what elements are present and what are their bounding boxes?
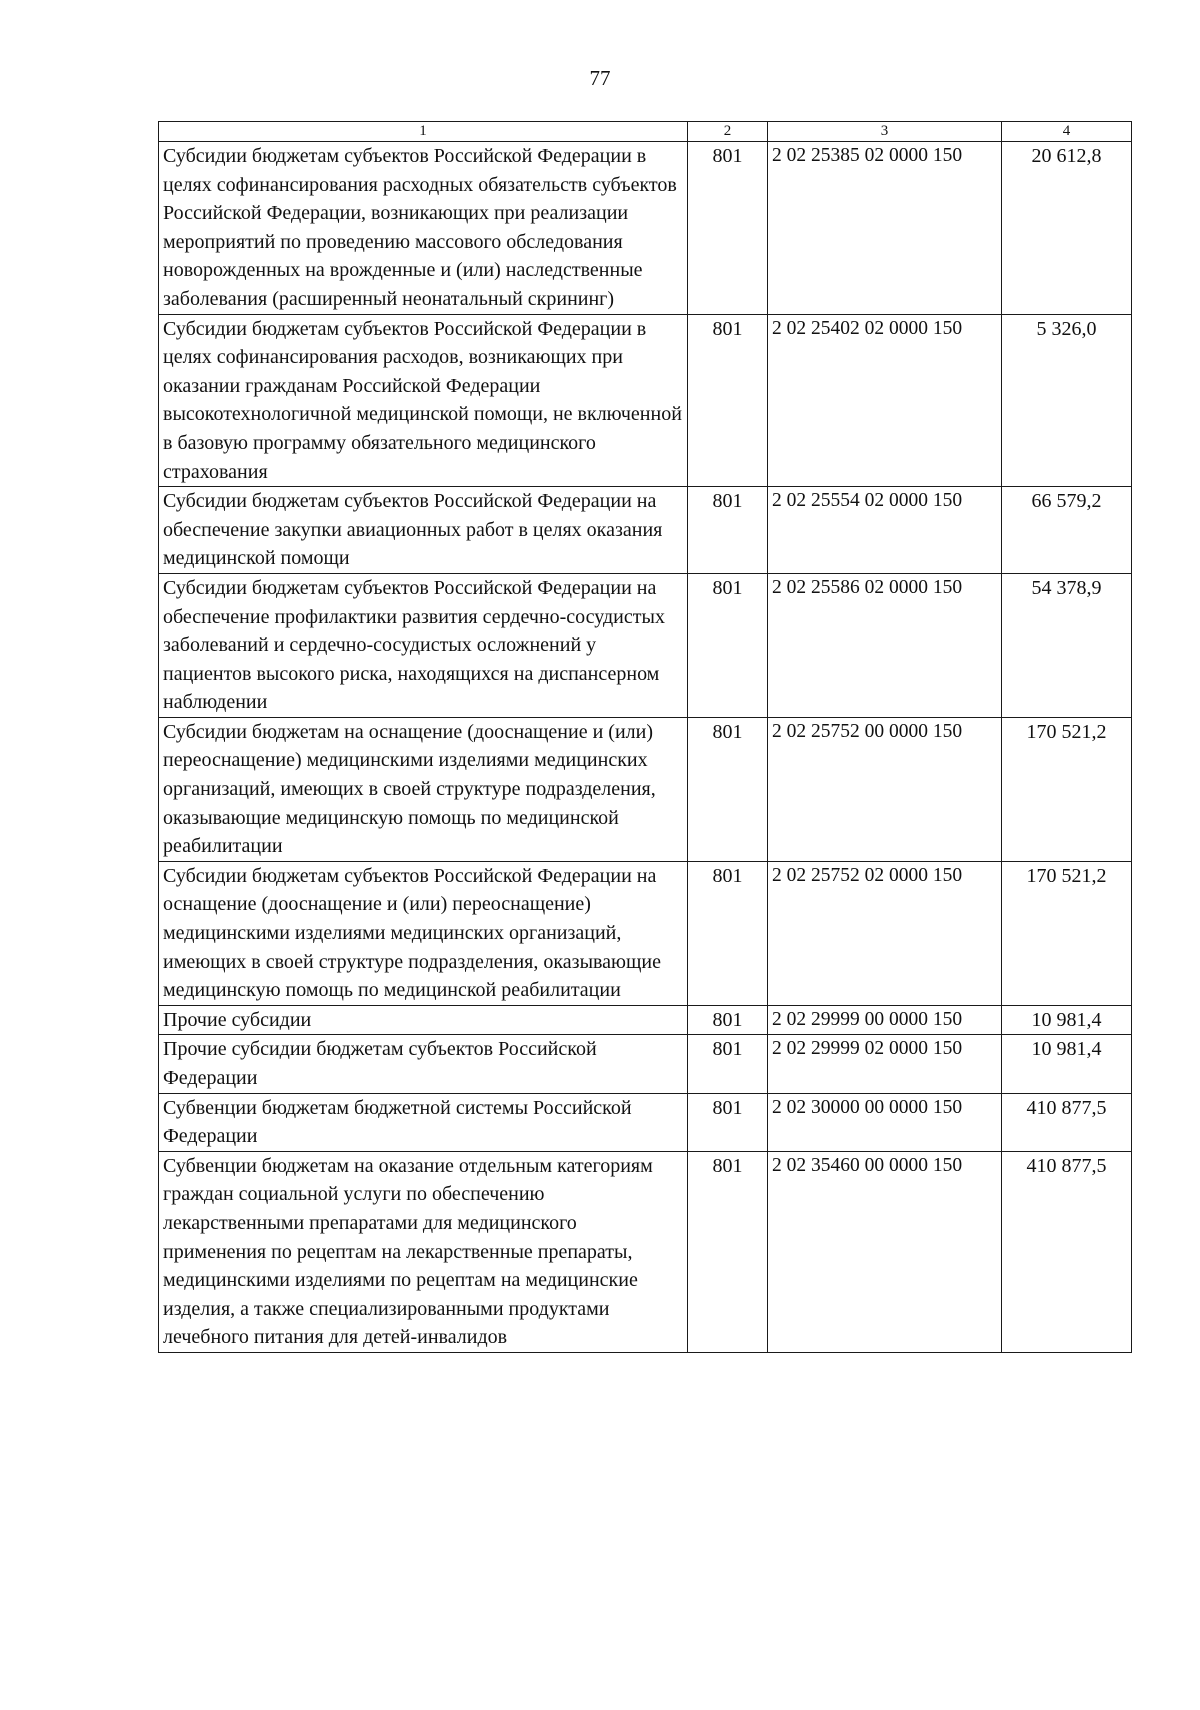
row-admin-cell: 801 xyxy=(688,1151,768,1352)
row-name-cell: Субсидии бюджетам субъектов Российской Федерации в целях софинансирования расходов, возникающих при оказании гражданам Российской Федерации высокотехнологичной медицинской помощи, не включенной в базовую программу обязательного медицинского страхования xyxy=(159,314,688,487)
row-admin-cell: 801 xyxy=(688,1035,768,1093)
row-code-cell: 2 02 35460 00 0000 150 xyxy=(768,1151,1002,1352)
row-code-cell: 2 02 25554 02 0000 150 xyxy=(768,487,1002,574)
row-admin-cell: 801 xyxy=(688,142,768,315)
budget-table xyxy=(158,121,1132,1353)
row-admin-cell: 801 xyxy=(688,487,768,574)
table-row xyxy=(159,1151,1132,1352)
row-admin-cell: 801 xyxy=(688,1093,768,1151)
row-code-cell: 2 02 29999 02 0000 150 xyxy=(768,1035,1002,1093)
column-header-4: 4 xyxy=(1002,122,1132,142)
row-code-cell: 2 02 25586 02 0000 150 xyxy=(768,573,1002,717)
row-amount-cell: 20 612,8 xyxy=(1002,142,1132,315)
table-row xyxy=(159,861,1132,1005)
row-amount-cell: 54 378,9 xyxy=(1002,573,1132,717)
row-name-cell: Прочие субсидии бюджетам субъектов Российской Федерации xyxy=(159,1035,688,1093)
table-row xyxy=(159,717,1132,861)
table-row xyxy=(159,573,1132,717)
row-admin-cell: 801 xyxy=(688,1005,768,1035)
page-number: 77 xyxy=(589,66,611,90)
row-amount-cell: 410 877,5 xyxy=(1002,1093,1132,1151)
table-row xyxy=(159,487,1132,574)
row-name-cell: Прочие субсидии xyxy=(159,1005,688,1035)
row-admin-cell: 801 xyxy=(688,717,768,861)
table-row xyxy=(159,142,1132,315)
row-code-cell: 2 02 29999 00 0000 150 xyxy=(768,1005,1002,1035)
row-amount-cell: 10 981,4 xyxy=(1002,1035,1132,1093)
column-header-1: 1 xyxy=(159,122,688,142)
row-admin-cell: 801 xyxy=(688,573,768,717)
row-amount-cell: 66 579,2 xyxy=(1002,487,1132,574)
row-name-cell: Субвенции бюджетам на оказание отдельным категориям граждан социальной услуги по обеспечению лекарственными препаратами для медицинского применения по рецептам на лекарственные препараты, медицинскими изделиями по рецептам на медицинские изделия, а также специализированными продуктами лечебного питания для детей-инвалидов xyxy=(159,1151,688,1352)
row-name-cell: Субсидии бюджетам субъектов Российской Федерации на обеспечение профилактики развития сердечно-сосудистых заболеваний и сердечно-сосудистых осложнений у пациентов высокого риска, находящихся на диспансерном наблюдении xyxy=(159,573,688,717)
table-row xyxy=(159,314,1132,487)
row-name-cell: Субсидии бюджетам субъектов Российской Федерации на обеспечение закупки авиационных работ в целях оказания медицинской помощи xyxy=(159,487,688,574)
row-code-cell: 2 02 25385 02 0000 150 xyxy=(768,142,1002,315)
row-code-cell: 2 02 25752 02 0000 150 xyxy=(768,861,1002,1005)
table-row xyxy=(159,1035,1132,1093)
column-header-3: 3 xyxy=(768,122,1002,142)
row-admin-cell: 801 xyxy=(688,861,768,1005)
row-amount-cell: 170 521,2 xyxy=(1002,717,1132,861)
table-row xyxy=(159,1093,1132,1151)
header-row xyxy=(159,122,1132,142)
row-name-cell: Субсидии бюджетам на оснащение (дооснащение и (или) переоснащение) медицинскими изделиями медицинских организаций, имеющих в своей структуре подразделения, оказывающие медицинскую помощь по медицинской реабилитации xyxy=(159,717,688,861)
row-code-cell: 2 02 25752 00 0000 150 xyxy=(768,717,1002,861)
table-row xyxy=(159,1005,1132,1035)
row-code-cell: 2 02 30000 00 0000 150 xyxy=(768,1093,1002,1151)
row-amount-cell: 170 521,2 xyxy=(1002,861,1132,1005)
row-code-cell: 2 02 25402 02 0000 150 xyxy=(768,314,1002,487)
row-amount-cell: 10 981,4 xyxy=(1002,1005,1132,1035)
row-amount-cell: 5 326,0 xyxy=(1002,314,1132,487)
row-name-cell: Субсидии бюджетам субъектов Российской Федерации на оснащение (дооснащение и (или) переоснащение) медицинскими изделиями медицинских организаций, имеющих в своей структуре подразделения, оказывающие медицинскую помощь по медицинской реабилитации xyxy=(159,861,688,1005)
row-admin-cell: 801 xyxy=(688,314,768,487)
column-header-2: 2 xyxy=(688,122,768,142)
row-name-cell: Субсидии бюджетам субъектов Российской Федерации в целях софинансирования расходных обязательств субъектов Российской Федерации, возникающих при реализации мероприятий по проведению массового обследования новорожденных на врожденные и (или) наследственные заболевания (расширенный неонатальный скрининг) xyxy=(159,142,688,315)
row-name-cell: Субвенции бюджетам бюджетной системы Российской Федерации xyxy=(159,1093,688,1151)
row-amount-cell: 410 877,5 xyxy=(1002,1151,1132,1352)
